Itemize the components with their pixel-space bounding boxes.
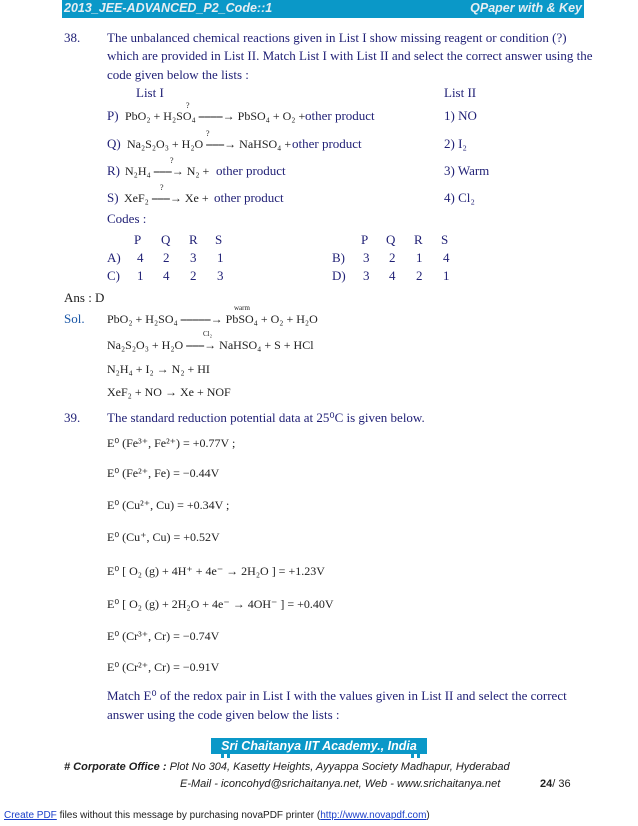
sol-1-arrow-label: warm (234, 304, 250, 312)
row-r-tail: other product (216, 163, 286, 178)
list2-item-3: 3) Warm (444, 163, 490, 178)
page-total: / 36 (552, 778, 571, 790)
q38-text-line-2: which are provided in List II. Match List I with List II and select the correct answer using the (107, 48, 593, 63)
potential-fe3-fe2: E⁰ (Fe³⁺, Fe²⁺) = +0.77V ; (107, 436, 236, 450)
potential-fe2-fe: E⁰ (Fe²⁺, Fe) = −0.44V (107, 466, 220, 480)
option-d-p: 3 (363, 268, 370, 283)
codes-head-p: P (134, 232, 142, 247)
list-2-title: List II (444, 85, 477, 100)
option-d-label: D) (332, 268, 346, 283)
potential-cu2-cu: E⁰ (Cu²⁺, Cu) = +0.34V ; (107, 498, 230, 512)
solution-equation-4: XeF₂ + NO → Xe + NOF (107, 385, 231, 399)
footer-institute-title (0, 737, 638, 755)
q39-match-line-1: Match E⁰ of the redox pair in List I with the values given in List II and select the correct (107, 688, 567, 703)
list2-item-2: 2) I₂ (444, 136, 467, 151)
sol-2-arrow-label: Cl₂ (203, 330, 213, 338)
list-1-title: List I (136, 85, 164, 100)
answer-text: Ans : D (64, 290, 105, 305)
novapdf-notice (4, 810, 430, 821)
row-p-tail: other product (305, 108, 375, 123)
potential-cr3-cr: E⁰ (Cr³⁺, Cr) = −0.74V (107, 629, 220, 643)
corporate-office-line (64, 761, 510, 773)
option-b-label: B) (332, 250, 345, 265)
list2-item-4: 4) Cl₂ (444, 190, 475, 205)
option-d-r: 2 (416, 268, 423, 283)
q38-text-line-3: code given below the lists : (107, 67, 249, 82)
footer-contact: E-Mail - iconcohyd@srichaitanya.net, Web - www.srichaitanya.net (180, 778, 501, 790)
option-c-q: 4 (163, 268, 170, 283)
option-c-p: 1 (137, 268, 144, 283)
solution-equation-3: N₂H₄ + I₂ → N₂ + HI (107, 362, 210, 376)
row-r-label: R) (107, 163, 120, 178)
q39-match-line-2: answer using the code given below the lists : (107, 707, 340, 722)
row-p-arrow-label: ? (186, 101, 190, 110)
solution-equation-2: Na₂S₂O₃ + H₂O ⎯⎯⎯→ NaHSO₄ + S + HCl (107, 338, 314, 352)
codes-label: Codes : (107, 211, 147, 226)
footer-institute-name: Sri Chaitanya IIT Academy., India (211, 738, 427, 754)
paper-key-title: QPaper with & Key (470, 1, 582, 15)
row-s-reaction: XeF₂ ⎯⎯⎯→ Xe + (124, 191, 209, 205)
novapdf-message: files without this message by purchasing novaPDF printer ( (56, 810, 321, 821)
option-a-label: A) (107, 250, 121, 265)
novapdf-url-link[interactable]: http://www.novapdf.com (320, 810, 427, 821)
potential-cu1-cu: E⁰ (Cu⁺, Cu) = +0.52V (107, 530, 220, 544)
page-number (540, 778, 571, 790)
potential-cr2-cr: E⁰ (Cr²⁺, Cr) = −0.91V (107, 660, 220, 674)
option-b-p: 3 (363, 250, 370, 265)
corporate-office-label: # Corporate Office : (64, 761, 167, 773)
codes-head-q-right: Q (386, 232, 396, 247)
novapdf-close-paren: ) (426, 810, 430, 821)
codes-head-r: R (189, 232, 198, 247)
row-q-tail: other product (292, 136, 362, 151)
codes-head-s: S (215, 232, 223, 247)
row-p-label: P) (107, 108, 119, 123)
option-d-s: 1 (443, 268, 450, 283)
codes-head-p-right: P (361, 232, 369, 247)
option-c-r: 2 (190, 268, 197, 283)
corporate-office-address: Plot No 304, Kasetty Heights, Ayyappa Society Madhapur, Hyderabad (169, 761, 510, 773)
q39-intro: The standard reduction potential data at 25⁰C is given below. (107, 410, 425, 425)
codes-head-r-right: R (414, 232, 423, 247)
potential-o2-acidic: E⁰ [ O₂ (g) + 4H⁺ + 4e⁻ → 2H₂O ] = +1.23V (107, 564, 325, 578)
option-a-p: 4 (137, 250, 144, 265)
question-39-number: 39. (64, 410, 81, 425)
option-b-r: 1 (416, 250, 423, 265)
solution-equation-1: PbO₂ + H₂SO₄ ⎯⎯⎯⎯⎯→ PbSO₄ + O₂ + H₂O (107, 312, 318, 326)
question-38-number: 38. (64, 30, 81, 45)
row-q-reaction: Na₂S₂O₃ + H₂O ⎯⎯⎯→ NaHSO₄ + (127, 137, 292, 151)
option-a-q: 2 (163, 250, 170, 265)
q38-text-line-1: The unbalanced chemical reactions given in List I show missing reagent or condition (?) (107, 30, 567, 45)
row-r-reaction: N₂H₄ ⎯⎯⎯→ N₂ + (125, 164, 210, 178)
row-s-tail: other product (214, 190, 284, 205)
option-c-s: 3 (217, 268, 224, 283)
row-s-label: S) (107, 190, 119, 205)
row-s-arrow-label: ? (160, 183, 164, 192)
page-header-bar (62, 0, 584, 18)
row-q-label: Q) (107, 136, 121, 151)
codes-head-s-right: S (441, 232, 449, 247)
create-pdf-link[interactable]: Create PDF (4, 810, 57, 821)
row-r-arrow-label: ? (170, 156, 174, 165)
option-a-r: 3 (190, 250, 197, 265)
potential-o2-basic: E⁰ [ O₂ (g) + 2H₂O + 4e⁻ → 4OH⁻ ] = +0.40V (107, 597, 334, 611)
option-a-s: 1 (217, 250, 224, 265)
page-current: 24 (540, 778, 553, 790)
option-d-q: 4 (389, 268, 396, 283)
row-q-arrow-label: ? (206, 129, 210, 138)
codes-head-q: Q (161, 232, 171, 247)
option-b-q: 2 (389, 250, 396, 265)
option-b-s: 4 (443, 250, 450, 265)
option-c-label: C) (107, 268, 120, 283)
exam-code-title: 2013_JEE-ADVANCED_P2_Code::1 (64, 1, 273, 15)
row-p-reaction: PbO₂ + H₂SO₄ ⎯⎯⎯⎯→ PbSO₄ + O₂ + (125, 109, 306, 123)
solution-label: Sol. (64, 311, 85, 326)
list2-item-1: 1) NO (444, 108, 477, 123)
